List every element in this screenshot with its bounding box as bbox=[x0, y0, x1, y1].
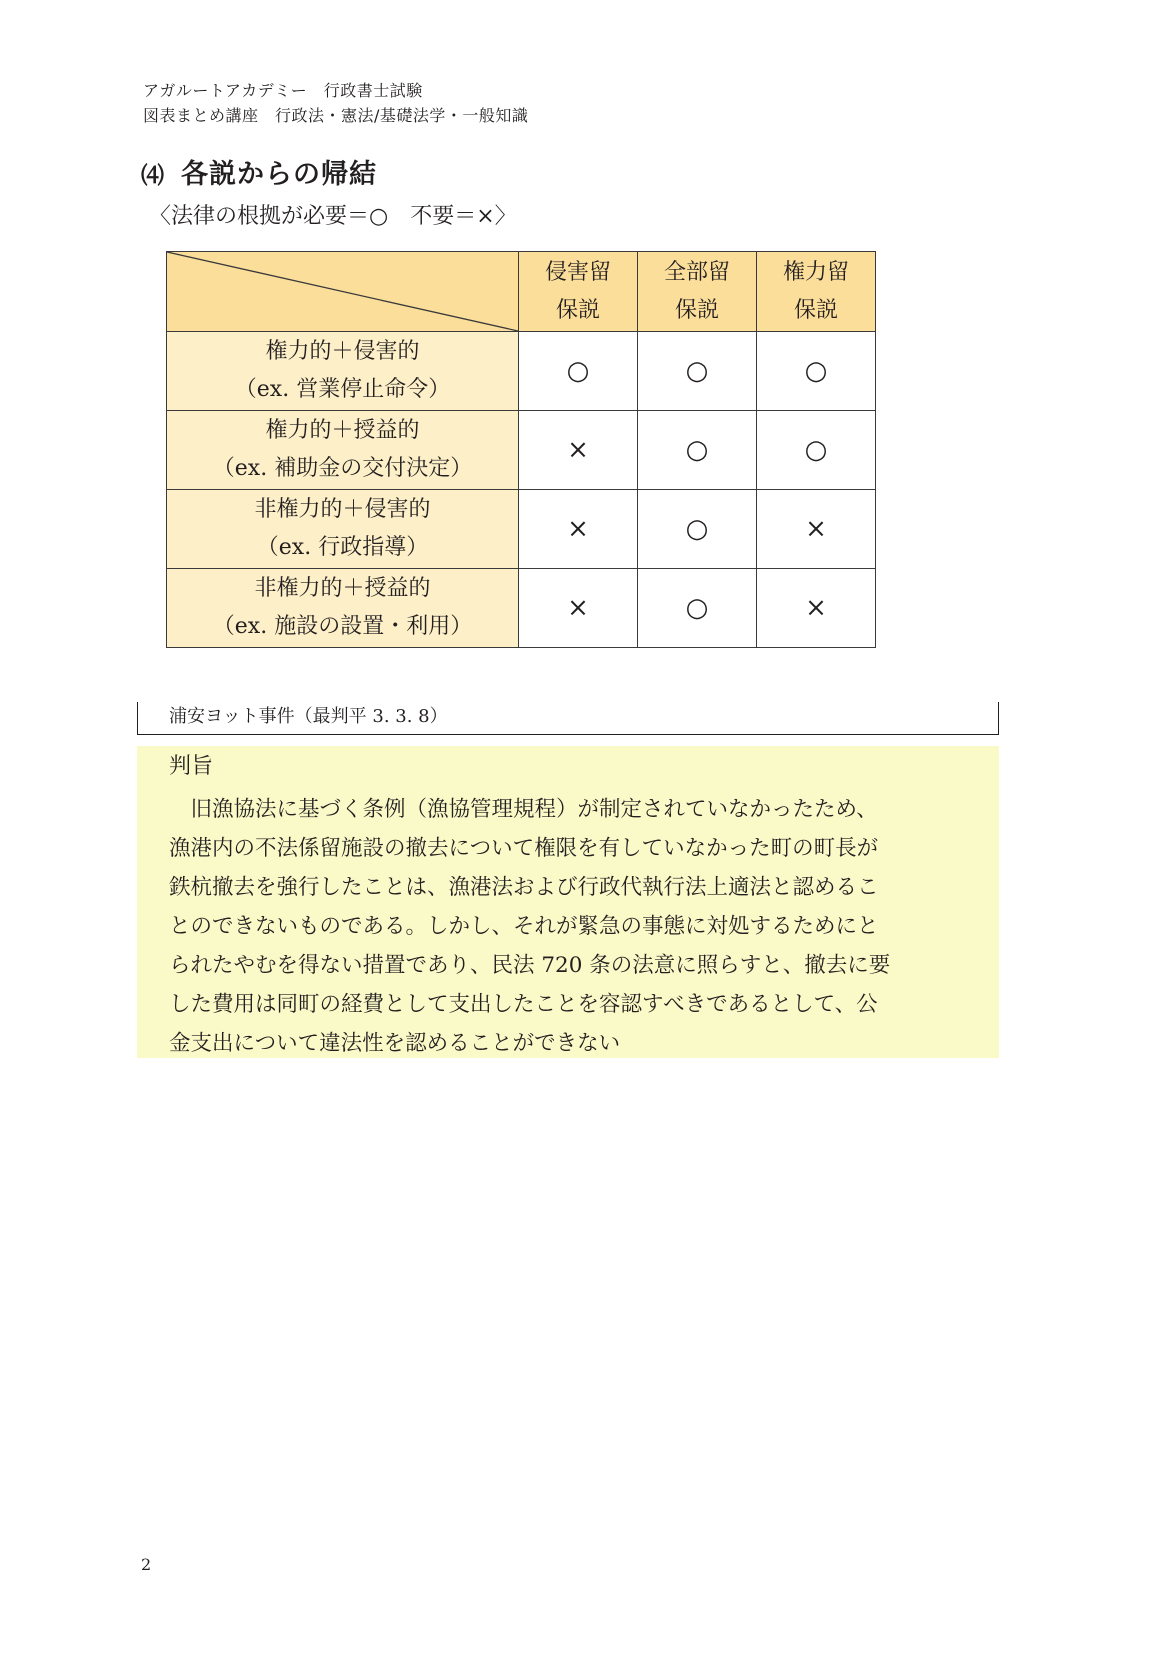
row-label: 権力的＋侵害的 bbox=[265, 339, 420, 364]
table-row bbox=[167, 332, 876, 411]
section-title: 各説からの帰結 bbox=[181, 159, 377, 190]
column-header-line: 保説 bbox=[674, 297, 719, 323]
case-title-box bbox=[137, 702, 999, 735]
row-header bbox=[167, 490, 519, 569]
holding-line: した費用は同町の経費として支出したことを容認すべきであるとして、公 bbox=[169, 992, 878, 1017]
column-header-line: 侵害留 bbox=[544, 259, 611, 285]
theory-comparison-table bbox=[166, 251, 876, 648]
holding-line: 鉄杭撤去を強行したことは、漁港法および行政代執行法上適法と認めるこ bbox=[169, 875, 879, 900]
table-cell: ○ bbox=[757, 332, 876, 411]
table-cell: × bbox=[519, 490, 638, 569]
table-cell: × bbox=[519, 411, 638, 490]
diagonal-line bbox=[167, 252, 518, 331]
running-header-line1: アガルートアカデミー 行政書士試験 bbox=[143, 81, 423, 100]
holding-label: 判旨 bbox=[169, 754, 214, 779]
holding-line: られたやむを得ない措置であり、民法 720 条の法意に照らすと、撤去に要 bbox=[169, 953, 891, 978]
row-label: 非権力的＋侵害的 bbox=[254, 497, 431, 522]
row-header bbox=[167, 569, 519, 648]
column-header-line: 権力留 bbox=[782, 259, 849, 285]
row-header bbox=[167, 332, 519, 411]
symbol-legend: 〈法律の根拠が必要＝○ 不要＝×〉 bbox=[149, 204, 517, 229]
row-header bbox=[167, 411, 519, 490]
holding-text bbox=[169, 790, 999, 1063]
table-header-row bbox=[167, 252, 876, 332]
holding-line: 漁港内の不法係留施設の撤去について権限を有していなかった町の町長が bbox=[169, 836, 879, 861]
table-cell: ○ bbox=[757, 411, 876, 490]
column-header-zenbu bbox=[638, 252, 757, 332]
row-example: （ex. 営業停止命令） bbox=[234, 377, 451, 402]
row-label: 非権力的＋授益的 bbox=[254, 576, 431, 601]
row-label: 権力的＋授益的 bbox=[265, 418, 420, 443]
row-example: （ex. 補助金の交付決定） bbox=[212, 456, 473, 481]
row-example: （ex. 行政指導） bbox=[256, 535, 429, 560]
column-header-shingai bbox=[519, 252, 638, 332]
holding-line: とのできないものである。しかし、それが緊急の事態に対処するためにと bbox=[169, 914, 879, 939]
holding-line: 金支出について違法性を認めることができない bbox=[169, 1031, 621, 1056]
corner-cell bbox=[167, 252, 519, 332]
table-cell: × bbox=[519, 569, 638, 648]
table-row bbox=[167, 490, 876, 569]
table-cell: ○ bbox=[638, 569, 757, 648]
table-row bbox=[167, 569, 876, 648]
row-example: （ex. 施設の設置・利用） bbox=[212, 614, 473, 639]
table-cell: ○ bbox=[638, 490, 757, 569]
table-cell: ○ bbox=[638, 332, 757, 411]
page-number: 2 bbox=[141, 1555, 152, 1574]
column-header-line: 保説 bbox=[793, 297, 838, 323]
holding-line: 旧漁協法に基づく条例（漁協管理規程）が制定されていなかったため、 bbox=[169, 797, 878, 822]
table-cell: ○ bbox=[638, 411, 757, 490]
table-cell: × bbox=[757, 490, 876, 569]
table-row bbox=[167, 411, 876, 490]
section-number: ⑷ bbox=[141, 163, 165, 189]
column-header-kenryoku bbox=[757, 252, 876, 332]
holding-box bbox=[137, 746, 999, 1058]
column-header-line: 全部留 bbox=[663, 259, 730, 285]
column-header-line: 保説 bbox=[555, 297, 600, 323]
section-heading bbox=[141, 157, 377, 194]
case-title: 浦安ヨット事件（最判平 3. 3. 8） bbox=[169, 706, 448, 727]
table-cell: ○ bbox=[519, 332, 638, 411]
table-cell: × bbox=[757, 569, 876, 648]
running-header-line2: 図表まとめ講座 行政法・憲法/基礎法学・一般知識 bbox=[143, 106, 529, 125]
